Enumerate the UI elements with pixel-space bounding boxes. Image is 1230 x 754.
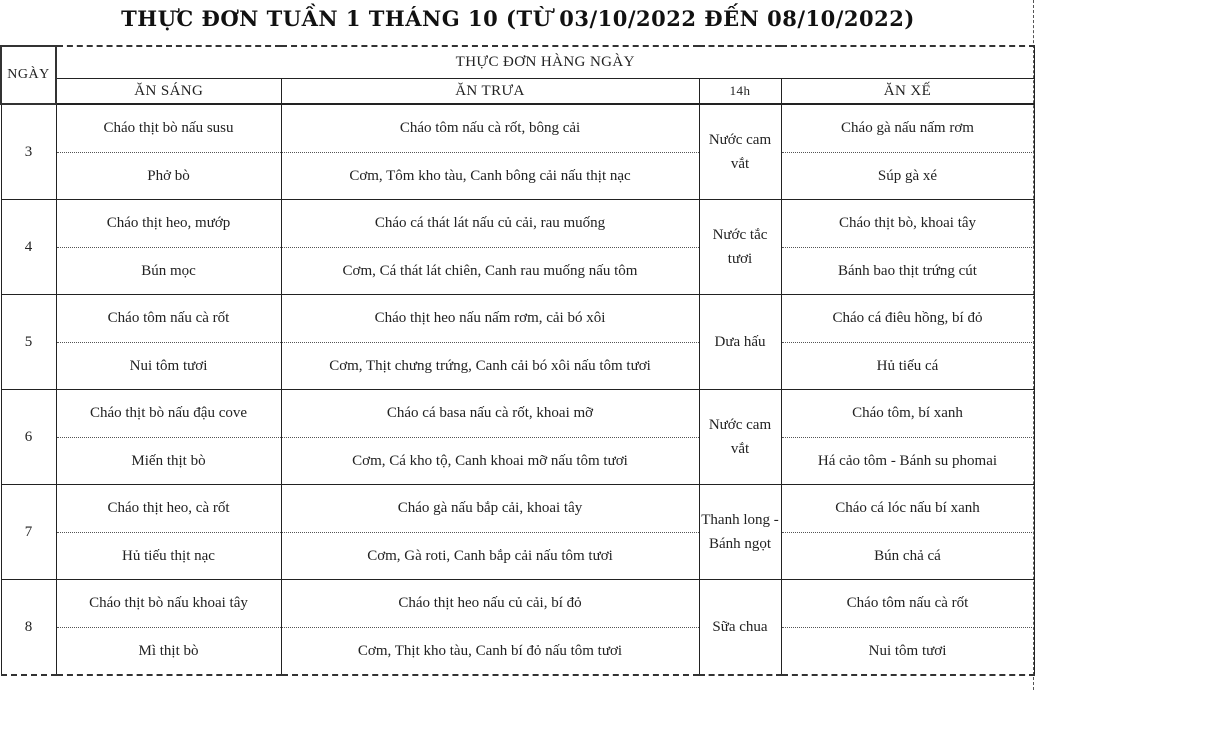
breakfast-cell[interactable]: Bún mọc <box>56 248 281 295</box>
lunch-cell[interactable]: Cháo thịt heo nấu củ cải, bí đỏ <box>281 580 699 628</box>
breakfast-cell[interactable]: Nui tôm tươi <box>56 343 281 390</box>
snack-14h-cell[interactable]: Nước cam vắt <box>699 104 781 200</box>
menu-table <box>0 45 1035 676</box>
lunch-cell[interactable]: Cơm, Cá thát lát chiên, Canh rau muống nấu tôm <box>281 248 699 295</box>
day-cell[interactable]: 7 <box>1 485 56 580</box>
lunch-cell[interactable]: Cháo thịt heo nấu nấm rơm, cải bó xôi <box>281 295 699 343</box>
day-cell[interactable]: 5 <box>1 295 56 390</box>
lunch-cell[interactable]: Cơm, Thịt kho tàu, Canh bí đỏ nấu tôm tươi <box>281 628 699 676</box>
afternoon-cell[interactable]: Cháo thịt bò, khoai tây <box>781 200 1034 248</box>
lunch-cell[interactable]: Cơm, Cá kho tộ, Canh khoai mỡ nấu tôm tươi <box>281 438 699 485</box>
afternoon-cell[interactable]: Bún chả cá <box>781 533 1034 580</box>
snack-14h-cell[interactable]: Nước cam vắt <box>699 390 781 485</box>
afternoon-cell[interactable]: Nui tôm tươi <box>781 628 1034 676</box>
lunch-cell[interactable]: Cơm, Thịt chưng trứng, Canh cải bó xôi nấu tôm tươi <box>281 343 699 390</box>
breakfast-cell[interactable]: Cháo thịt bò nấu đậu cove <box>56 390 281 438</box>
snack-14h-cell[interactable]: Thanh long - Bánh ngọt <box>699 485 781 580</box>
header-lunch[interactable]: ĂN TRƯA <box>281 79 699 105</box>
afternoon-cell[interactable]: Hủ tiếu cá <box>781 343 1034 390</box>
breakfast-cell[interactable]: Cháo thịt heo, mướp <box>56 200 281 248</box>
breakfast-cell[interactable]: Miến thịt bò <box>56 438 281 485</box>
afternoon-cell[interactable]: Há cảo tôm - Bánh su phomai <box>781 438 1034 485</box>
breakfast-cell[interactable]: Cháo tôm nấu cà rốt <box>56 295 281 343</box>
header-day[interactable]: NGÀY <box>1 46 56 104</box>
afternoon-cell[interactable]: Cháo cá điêu hồng, bí đỏ <box>781 295 1034 343</box>
breakfast-cell[interactable]: Mì thịt bò <box>56 628 281 676</box>
afternoon-cell[interactable]: Cháo gà nấu nấm rơm <box>781 104 1034 153</box>
lunch-cell[interactable]: Cháo cá basa nấu cà rốt, khoai mỡ <box>281 390 699 438</box>
breakfast-cell[interactable]: Cháo thịt heo, cà rốt <box>56 485 281 533</box>
afternoon-cell[interactable]: Cháo tôm, bí xanh <box>781 390 1034 438</box>
snack-14h-cell[interactable]: Sữa chua <box>699 580 781 676</box>
day-cell[interactable]: 3 <box>1 104 56 200</box>
day-cell[interactable]: 8 <box>1 580 56 676</box>
header-daily-menu[interactable]: THỰC ĐƠN HÀNG NGÀY <box>56 46 1034 79</box>
breakfast-cell[interactable]: Cháo thịt bò nấu susu <box>56 104 281 153</box>
afternoon-cell[interactable]: Bánh bao thịt trứng cút <box>781 248 1034 295</box>
lunch-cell[interactable]: Cháo gà nấu bắp cải, khoai tây <box>281 485 699 533</box>
lunch-cell[interactable]: Cơm, Tôm kho tàu, Canh bông cải nấu thịt nạc <box>281 153 699 200</box>
header-14h[interactable]: 14h <box>699 79 781 105</box>
breakfast-cell[interactable]: Cháo thịt bò nấu khoai tây <box>56 580 281 628</box>
afternoon-cell[interactable]: Cháo tôm nấu cà rốt <box>781 580 1034 628</box>
day-cell[interactable]: 6 <box>1 390 56 485</box>
lunch-cell[interactable]: Cơm, Gà roti, Canh bắp cải nấu tôm tươi <box>281 533 699 580</box>
breakfast-cell[interactable]: Phở bò <box>56 153 281 200</box>
afternoon-cell[interactable]: Súp gà xé <box>781 153 1034 200</box>
lunch-cell[interactable]: Cháo cá thát lát nấu củ cải, rau muống <box>281 200 699 248</box>
page-title: THỰC ĐƠN TUẦN 1 THÁNG 10 (TỪ 03/10/2022 ĐẾN 08/10/2022) <box>121 6 915 31</box>
day-cell[interactable]: 4 <box>1 200 56 295</box>
snack-14h-cell[interactable]: Dưa hấu <box>699 295 781 390</box>
snack-14h-cell[interactable]: Nước tắc tươi <box>699 200 781 295</box>
header-afternoon[interactable]: ĂN XẾ <box>781 79 1034 105</box>
afternoon-cell[interactable]: Cháo cá lóc nấu bí xanh <box>781 485 1034 533</box>
lunch-cell[interactable]: Cháo tôm nấu cà rốt, bông cải <box>281 104 699 153</box>
header-breakfast[interactable]: ĂN SÁNG <box>56 79 281 105</box>
breakfast-cell[interactable]: Hủ tiếu thịt nạc <box>56 533 281 580</box>
